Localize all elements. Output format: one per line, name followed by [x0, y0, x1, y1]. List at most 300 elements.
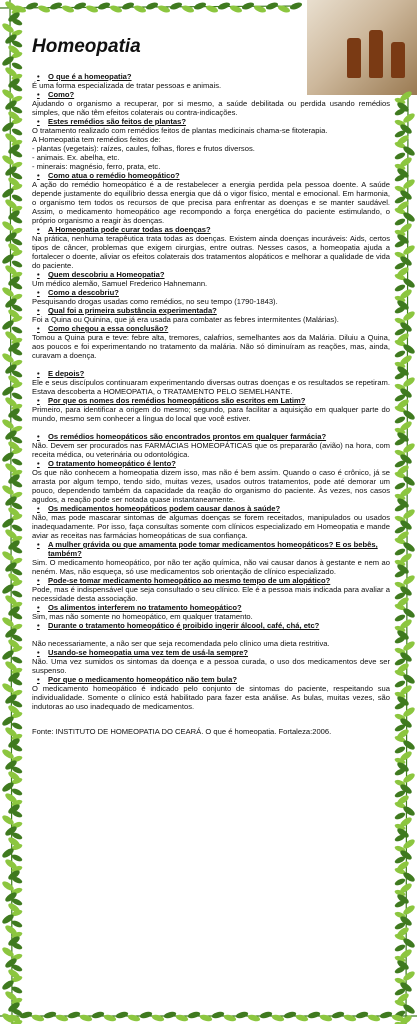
leaf-shape — [402, 838, 416, 851]
leaf-shape — [394, 195, 406, 204]
bullet-icon: • — [37, 621, 40, 630]
leaf-shape — [11, 17, 23, 26]
leaf-shape — [396, 992, 410, 1005]
leaf-shape — [396, 893, 410, 906]
leaf-shape — [7, 242, 21, 255]
leaf-shape — [402, 211, 416, 224]
spacer — [30, 360, 390, 369]
qa-item — [30, 72, 390, 90]
leaf-shape — [97, 1, 111, 11]
leaf-shape — [402, 178, 416, 191]
leaf-shape — [4, 792, 18, 805]
leaf-shape — [11, 887, 23, 896]
leaf-shape — [11, 853, 23, 862]
leaf-shape — [11, 645, 23, 654]
question-text: O que é a homeopatia? — [48, 72, 132, 81]
leaf-shape — [4, 264, 18, 277]
answer-text: A ação do remédio homeopático é a de restabelecer a energia perdida pela pessoa doente. A saúde depende justamente do equilíbrio dessa energia que dá o vigor físico, mental e emocional. Em harmonia, o organismo tem todos os recursos de que precisa para enfrentar as doenças e se manter saudável. Assim, o medicamento homeopático age recompondo a força energética do paciente estimulando, o próprio organismo a reagir às doenças. — [32, 180, 390, 225]
leaf-shape — [1, 451, 15, 464]
leaf-shape — [1, 715, 15, 728]
leaf-shape — [1, 220, 15, 233]
question-text: Usando-se homeopatia uma vez tem de usá-la sempre? — [48, 648, 249, 657]
qa-item — [30, 459, 390, 504]
leaf-shape — [11, 61, 23, 70]
leaf-shape — [396, 167, 410, 180]
leaf-shape — [394, 163, 406, 172]
leaf-shape — [11, 931, 23, 940]
leaf-shape — [11, 7, 23, 16]
leaf-shape — [67, 1011, 81, 1020]
leaf-shape — [394, 283, 406, 292]
leaf-shape — [11, 281, 23, 290]
question-heading — [30, 648, 390, 657]
question-text: Qual foi a primeira substância experimentada? — [48, 306, 217, 315]
bullet-icon: • — [37, 90, 40, 99]
leaf-shape — [11, 105, 23, 114]
leaf-shape — [402, 541, 416, 554]
leaf-shape — [394, 119, 406, 128]
leaf-shape — [11, 809, 23, 818]
qa-item — [30, 288, 390, 306]
leaf-shape — [11, 183, 23, 192]
leaf-shape — [11, 535, 23, 544]
leaf-shape — [1, 352, 15, 365]
leaf-shape — [11, 975, 23, 984]
qa-list — [30, 72, 390, 711]
leaf-shape — [11, 601, 23, 610]
leaf-shape — [79, 1014, 93, 1023]
leaf-shape — [11, 865, 23, 874]
leaf-shape — [4, 330, 18, 343]
question-text: Por que os nomes dos remédios homeopáticos são escritos em Latim? — [48, 396, 306, 405]
leaf-shape — [11, 997, 23, 1006]
bullet-icon: • — [37, 324, 40, 333]
leaf-shape — [1, 187, 15, 200]
leaf-shape — [399, 519, 413, 532]
leaf-shape — [402, 904, 416, 917]
leaf-shape — [11, 149, 23, 158]
leaf-shape — [157, 4, 171, 14]
leaf-shape — [394, 999, 406, 1008]
leaf-shape — [7, 374, 21, 387]
leaf-shape — [211, 1011, 225, 1020]
leaf-shape — [7, 77, 21, 90]
leaf-shape — [7, 704, 21, 717]
leaf-shape — [396, 266, 410, 279]
leaf-shape — [394, 823, 406, 832]
leaf-shape — [394, 723, 406, 732]
leaf-shape — [115, 1011, 129, 1020]
question-heading — [30, 306, 390, 315]
bullet-icon: • — [37, 576, 40, 585]
question-text: Estes remédios são feitos de plantas? — [48, 117, 187, 126]
leaf-shape — [402, 475, 416, 488]
leaf-shape — [103, 1014, 117, 1023]
leaf-shape — [399, 123, 413, 136]
leaf-shape — [399, 354, 413, 367]
leaf-shape — [394, 515, 406, 524]
leaf-shape — [127, 1014, 141, 1023]
leaf-shape — [394, 691, 406, 700]
leaf-shape — [402, 1003, 416, 1016]
leaf-shape — [7, 968, 21, 981]
qa-item — [30, 576, 390, 603]
leaf-shape — [7, 1014, 21, 1023]
leaf-shape — [394, 591, 406, 600]
qa-item — [30, 504, 390, 540]
question-text: Por que o medicamento homeopático não tem bula? — [48, 675, 238, 684]
leaf-shape — [11, 633, 23, 642]
leaf-shape — [394, 613, 406, 622]
leaf-shape — [394, 625, 406, 634]
leaf-shape — [4, 693, 18, 706]
vine-stem — [10, 0, 12, 1024]
leaf-shape — [399, 882, 413, 895]
leaf-shape — [402, 871, 416, 884]
leaf-shape — [394, 933, 406, 942]
leaf-shape — [11, 765, 23, 774]
leaf-shape — [61, 4, 75, 14]
spacer — [30, 423, 390, 432]
answer-text: Não. Uma vez sumidos os sintomas da doença e a pessoa curada, o uso dos medicamentos deve ser suspenso. — [32, 657, 390, 675]
leaf-shape — [399, 618, 413, 631]
answer-text: O medicamento homeopático é indicado pelo conjunto de sintomas do paciente, respeitando sua individualidade. Somente o clínico está habilitado para fazer esta análise. As bulas, muitas vezes, são indutoras ao uso inadequado de medicamentos. — [32, 684, 390, 711]
spacer — [30, 630, 390, 639]
leaf-shape — [1, 583, 15, 596]
leaf-shape — [402, 937, 416, 950]
leaf-shape — [399, 717, 413, 730]
leaf-shape — [11, 589, 23, 598]
leaf-shape — [11, 755, 23, 764]
leaf-shape — [163, 1011, 177, 1020]
bullet-icon: • — [37, 540, 40, 549]
leaf-shape — [394, 525, 406, 534]
leaf-shape — [394, 229, 406, 238]
leaf-shape — [391, 1014, 405, 1023]
leaf-shape — [402, 640, 416, 653]
question-heading — [30, 459, 390, 468]
leaf-shape — [91, 1011, 105, 1020]
question-text: Como chegou a essa conclusão? — [48, 324, 169, 333]
leaf-shape — [396, 563, 410, 576]
qa-item — [30, 369, 390, 396]
leaf-shape — [394, 383, 406, 392]
leaf-shape — [1, 121, 15, 134]
leaf-shape — [11, 909, 23, 918]
leaf-shape — [394, 427, 406, 436]
leaf-shape — [396, 497, 410, 510]
leaf-shape — [402, 112, 416, 125]
answer-text: Não. Devem ser procurados nas FARMÁCIAS HOMEOPÁTICAS que os prepararão (avião) na hora, com receita médica, ou veterinária ou odontológica. — [32, 441, 390, 459]
leaf-shape — [399, 420, 413, 433]
leaf-shape — [31, 1014, 45, 1023]
leaf-shape — [4, 957, 18, 970]
leaf-shape — [7, 803, 21, 816]
leaf-shape — [11, 381, 23, 390]
question-heading — [30, 504, 390, 513]
question-text: Como a descobriu? — [48, 288, 119, 297]
leaf-shape — [19, 1011, 33, 1020]
question-text: Como atua o remédio homeopático? — [48, 171, 180, 180]
leaf-shape — [394, 207, 406, 216]
leaf-shape — [402, 244, 416, 257]
leaf-shape — [396, 662, 410, 675]
leaf-shape — [7, 44, 21, 57]
leaf-shape — [396, 101, 410, 114]
leaf-shape — [394, 349, 406, 358]
leaf-shape — [1, 154, 15, 167]
question-text: Durante o tratamento homeopático é proibido ingerir álcool, café, chá, etc? — [48, 621, 320, 630]
leaf-shape — [11, 501, 23, 510]
bullet-icon: • — [37, 225, 40, 234]
leaf-shape — [394, 911, 406, 920]
leaf-shape — [394, 405, 406, 414]
leaf-shape — [394, 779, 406, 788]
question-text: A Homeopatia pode curar todas as doenças? — [48, 225, 211, 234]
leaf-shape — [11, 941, 23, 950]
leaf-shape — [4, 132, 18, 145]
leaf-shape — [4, 627, 18, 640]
leaf-shape — [11, 237, 23, 246]
leaf-shape — [1, 484, 15, 497]
leaf-shape — [1, 847, 15, 860]
leaf-shape — [11, 139, 23, 148]
leaf-shape — [394, 745, 406, 754]
leaf-shape — [399, 552, 413, 565]
leaf-shape — [343, 1014, 357, 1023]
leaf-shape — [7, 506, 21, 519]
leaf-shape — [396, 233, 410, 246]
leaf-shape — [11, 39, 23, 48]
qa-item — [30, 324, 390, 360]
leaf-shape — [11, 919, 23, 928]
leaf-shape — [394, 185, 406, 194]
leaf-shape — [399, 948, 413, 961]
leaf-shape — [7, 638, 21, 651]
leaf-shape — [1, 748, 15, 761]
leaf-shape — [151, 1014, 165, 1023]
qa-item — [30, 396, 390, 423]
leaf-shape — [4, 198, 18, 211]
leaf-shape — [402, 376, 416, 389]
leaf-shape — [11, 337, 23, 346]
leaf-shape — [1, 880, 15, 893]
leaf-shape — [11, 743, 23, 752]
question-heading — [30, 324, 390, 333]
leaf-shape — [1, 22, 15, 35]
leaf-shape — [4, 297, 18, 310]
leaf-shape — [394, 669, 406, 678]
leaf-shape — [11, 897, 23, 906]
answer-text: Um médico alemão, Samuel Frederico Hahnemann. — [32, 279, 208, 288]
leaf-shape — [11, 799, 23, 808]
leaf-shape — [1, 88, 15, 101]
leaf-shape — [399, 684, 413, 697]
leaf-shape — [1, 979, 15, 992]
leaf-shape — [402, 508, 416, 521]
leaf-shape — [1, 913, 15, 926]
question-heading — [30, 621, 390, 630]
leaf-shape — [394, 217, 406, 226]
leaf-shape — [13, 4, 27, 14]
leaf-shape — [7, 1001, 21, 1014]
leaf-shape — [394, 129, 406, 138]
qa-item — [30, 603, 390, 621]
leaf-shape — [11, 227, 23, 236]
leaf-shape — [11, 557, 23, 566]
leaf-shape — [11, 117, 23, 126]
answer-text: Sim, mas não somente no homeopático, em qualquer tratamento. — [32, 612, 253, 621]
leaf-shape — [394, 393, 406, 402]
leaf-shape — [394, 173, 406, 182]
leaf-shape — [1, 616, 15, 629]
leaf-shape — [11, 875, 23, 884]
question-text: Pode-se tomar medicamento homeopático ao mesmo tempo de um alopático? — [48, 576, 331, 585]
bullet-icon: • — [37, 504, 40, 513]
leaf-shape — [4, 726, 18, 739]
qa-item — [30, 306, 390, 324]
leaf-shape — [11, 843, 23, 852]
leaf-shape — [11, 359, 23, 368]
leaf-shape — [7, 209, 21, 222]
leaf-shape — [7, 11, 21, 24]
question-text: Como? — [48, 90, 75, 99]
leaf-shape — [307, 1011, 321, 1020]
qa-item — [30, 270, 390, 288]
leaf-shape — [7, 836, 21, 849]
leaf-shape — [396, 794, 410, 807]
leaf-shape — [11, 689, 23, 698]
question-text: Os remédios homeopáticos são encontrados prontos em qualquer farmácia? — [48, 432, 327, 441]
question-heading — [30, 117, 390, 126]
leaf-shape — [11, 623, 23, 632]
leaf-shape — [394, 943, 406, 952]
leaf-shape — [394, 679, 406, 688]
question-heading — [30, 225, 390, 234]
leaf-shape — [11, 29, 23, 38]
leaf-shape — [396, 134, 410, 147]
leaf-shape — [402, 574, 416, 587]
question-heading — [30, 540, 390, 558]
leaf-shape — [394, 97, 406, 106]
leaf-shape — [402, 706, 416, 719]
leaf-shape — [193, 1, 207, 11]
leaf-shape — [4, 495, 18, 508]
leaf-shape — [11, 469, 23, 478]
leaf-shape — [11, 1019, 23, 1024]
leaf-shape — [394, 735, 406, 744]
leaf-shape — [1, 517, 15, 530]
leaf-shape — [399, 783, 413, 796]
leaf-shape — [1, 814, 15, 827]
leaf-shape — [394, 581, 406, 590]
leaf-shape — [399, 849, 413, 862]
leaf-shape — [11, 249, 23, 258]
leaf-shape — [11, 347, 23, 356]
leaf-shape — [7, 902, 21, 915]
leaf-shape — [4, 825, 18, 838]
leaf-shape — [11, 391, 23, 400]
leaf-shape — [394, 437, 406, 446]
leaf-shape — [11, 303, 23, 312]
leaf-shape — [11, 193, 23, 202]
leaf-shape — [283, 1011, 297, 1020]
leaf-shape — [394, 965, 406, 974]
leaf-shape — [399, 453, 413, 466]
leaf-shape — [399, 981, 413, 994]
leaf-shape — [11, 953, 23, 962]
leaf-shape — [4, 99, 18, 112]
leaf-shape — [49, 1, 63, 11]
leaf-shape — [4, 990, 18, 1003]
leaf-shape — [394, 921, 406, 930]
bullet-icon: • — [37, 117, 40, 126]
bullet-icon: • — [37, 369, 40, 378]
leaf-shape — [394, 503, 406, 512]
leaf-shape — [394, 261, 406, 270]
answer-text: Ele e seus discípulos continuaram experimentando diversas outras doenças e os resultados se repetiram. Estava descoberta a HOMEOPATIA, o TRATAMENTO PELO SEMELHANTE. — [32, 378, 390, 396]
leaf-shape — [11, 579, 23, 588]
qa-item — [30, 648, 390, 675]
leaf-shape — [394, 493, 406, 502]
source-citation: Fonte: INSTITUTO DE HOMEOPATIA DO CEARÁ. O que é homeopatia. Fortaleza:2006. — [32, 727, 332, 736]
leaf-shape — [402, 772, 416, 785]
leaf-shape — [394, 1009, 406, 1018]
leaf-shape — [4, 363, 18, 376]
leaf-shape — [402, 442, 416, 455]
leaf-shape — [394, 867, 406, 876]
qa-item — [30, 540, 390, 576]
leaf-shape — [11, 413, 23, 422]
question-text: Quem descobriu a Homeopatia? — [48, 270, 165, 279]
answer-text: Na prática, nenhuma terapêutica trata todas as doenças. Existem ainda doenças incuráveis: Aids, certos tipos de câncer, problemas que exigem cirurgias, entre outras. Nesses casos, a homeopatia ajuda a fortalecer o doente, aliviar os efeitos colaterais dos tratamentos alopáticos e melhorar a qualidade de vida do paciente. — [32, 234, 390, 270]
leaf-shape — [396, 464, 410, 477]
leaf-shape — [1, 385, 15, 398]
leaf-shape — [394, 701, 406, 710]
answer-text: Pesquisando drogas usadas como remédios, no seu tempo (1790-1843). — [32, 297, 278, 306]
leaf-shape — [394, 987, 406, 996]
leaf-shape — [11, 821, 23, 830]
leaf-shape — [11, 127, 23, 136]
bullet-icon: • — [37, 288, 40, 297]
leaf-shape — [1, 649, 15, 662]
answer-text: Tomou a Quina pura e teve: febre alta, tremores, calafrios, semelhantes aos da Malária. Diluiu a Quina, aos poucos e foi experimentando no tratamento da malária. Não só diminuíram as reações, mas, ainda, curavam a doença. — [32, 333, 390, 360]
question-heading — [30, 171, 390, 180]
leaf-shape — [43, 1011, 57, 1020]
leaf-shape — [11, 655, 23, 664]
vine-stem — [406, 95, 408, 1024]
leaf-shape — [109, 4, 123, 14]
question-heading — [30, 72, 390, 81]
leaf-shape — [241, 1, 255, 11]
answer-text: Primeiro, para identificar a origem do mesmo; segundo, para facilitar a aquisição em qualquer parte do mundo, mesmo sem conhecer a língua do local que você estiver. — [32, 405, 390, 423]
leaf-shape — [396, 596, 410, 609]
leaf-shape — [396, 530, 410, 543]
leaf-shape — [199, 1014, 213, 1023]
document-page — [30, 36, 390, 736]
leaf-shape — [394, 327, 406, 336]
leaf-shape — [11, 479, 23, 488]
leaf-shape — [4, 66, 18, 79]
leaf-shape — [55, 1014, 69, 1023]
leaf-shape — [396, 629, 410, 642]
leaf-shape — [394, 481, 406, 490]
leaf-shape — [7, 440, 21, 453]
leaf-shape — [265, 1, 279, 11]
leaf-shape — [394, 977, 406, 986]
leaf-shape — [394, 559, 406, 568]
leaf-shape — [11, 259, 23, 268]
